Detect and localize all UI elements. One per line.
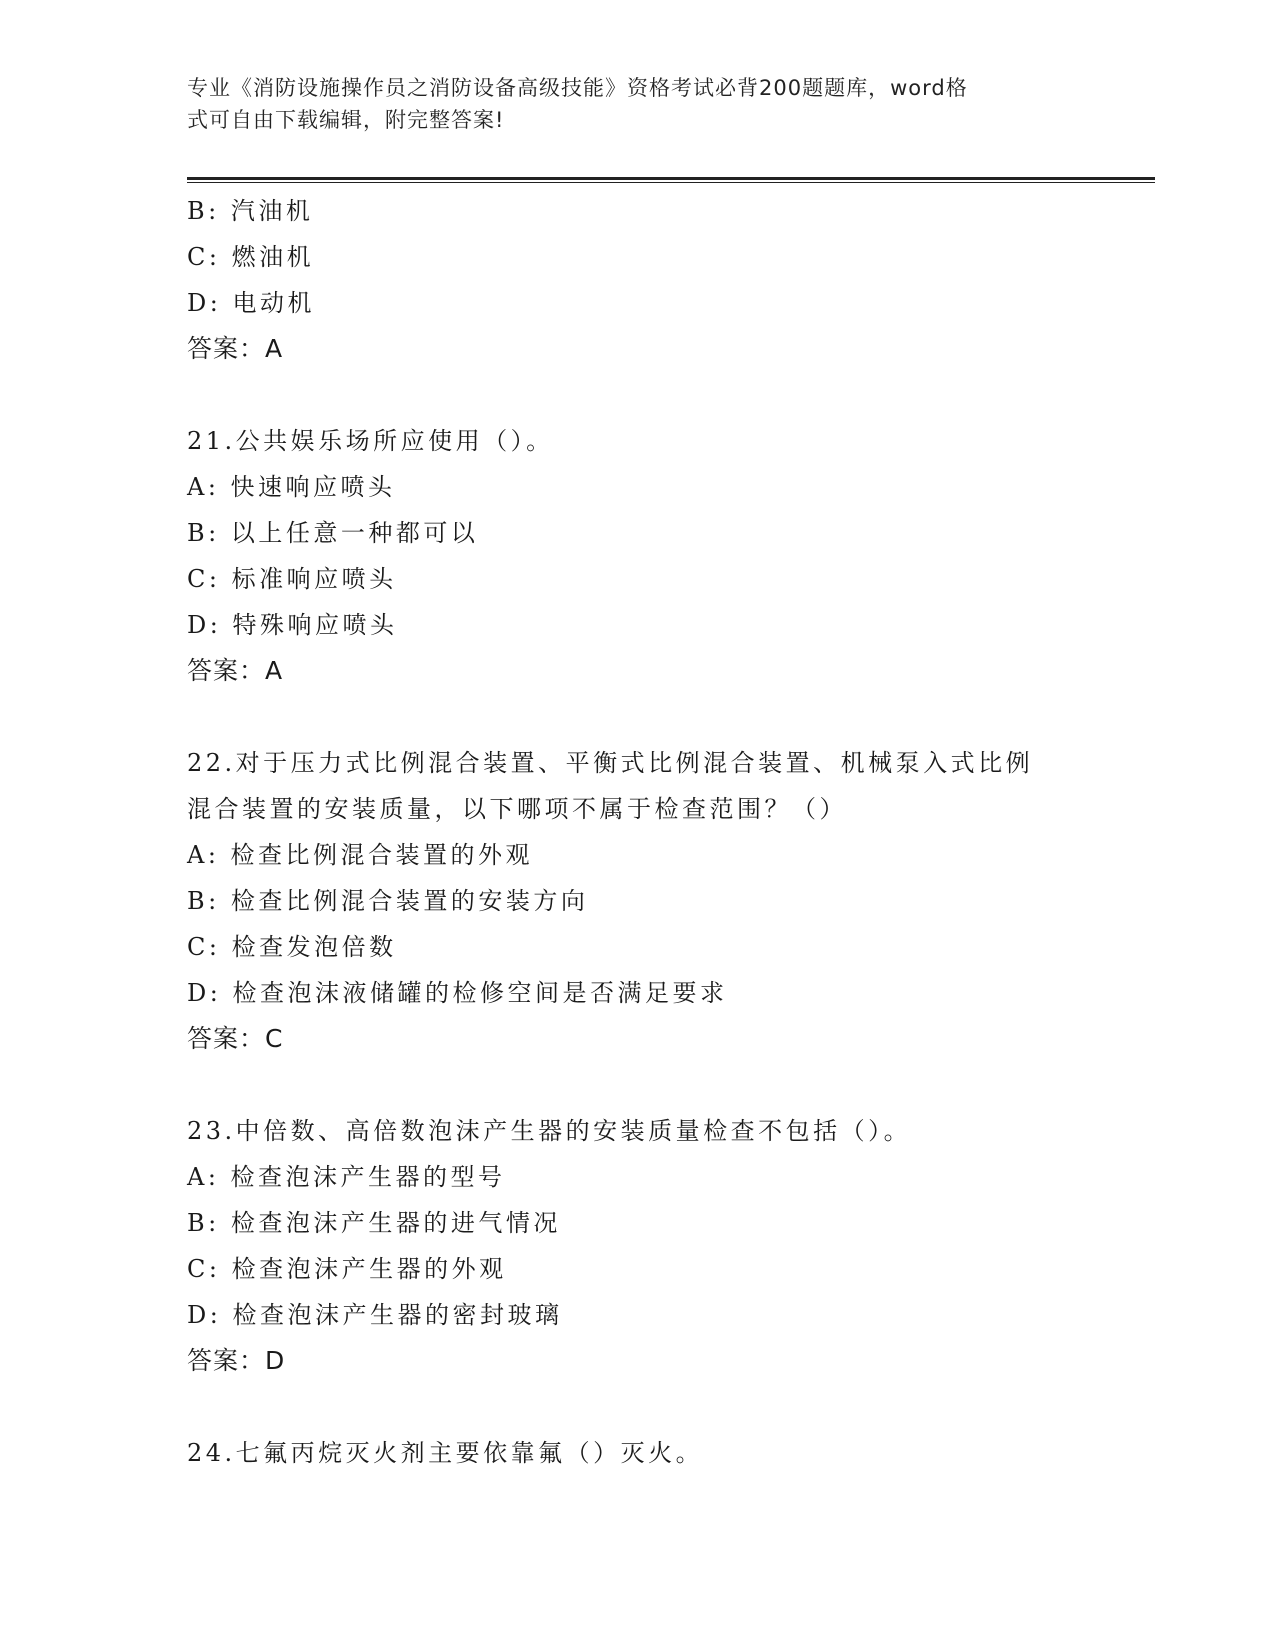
option-c: C: 检查发泡倍数 <box>187 933 397 961</box>
question-23 <box>187 1108 1087 1384</box>
option-c: C: 检查泡沫产生器的外观 <box>187 1255 507 1283</box>
spacer <box>187 1384 1087 1430</box>
answer-line: 答案：A <box>187 334 284 363</box>
question-20-tail <box>187 188 1087 372</box>
answer-line: 答案：A <box>187 656 284 685</box>
option-c: C: 燃油机 <box>187 243 315 271</box>
question-text: 23.中倍数、高倍数泡沫产生器的安装质量检查不包括（）。 <box>187 1117 912 1145</box>
question-list <box>187 188 1087 1476</box>
question-text-line-2: 混合装置的安装质量，以下哪项不属于检查范围？（） <box>187 795 847 823</box>
question-text-line-1: 22.对于压力式比例混合装置、平衡式比例混合装置、机械泵入式比例 <box>187 749 1034 777</box>
question-22 <box>187 740 1087 1062</box>
option-b: B: 汽油机 <box>187 197 314 225</box>
option-d: D: 检查泡沫液储罐的检修空间是否满足要求 <box>187 979 728 1007</box>
option-d: D: 电动机 <box>187 289 315 317</box>
option-b: B: 以上任意一种都可以 <box>187 519 479 547</box>
option-d: D: 检查泡沫产生器的密封玻璃 <box>187 1301 563 1329</box>
header-divider-thick <box>187 177 1155 180</box>
header-line-2: 式可自由下载编辑，附完整答案! <box>187 108 505 132</box>
spacer <box>187 1062 1087 1108</box>
spacer <box>187 372 1087 418</box>
option-c: C: 标准响应喷头 <box>187 565 397 593</box>
spacer <box>187 694 1087 740</box>
document-header <box>187 72 1067 136</box>
question-text: 21.公共娱乐场所应使用（）。 <box>187 427 554 455</box>
question-24 <box>187 1430 1087 1476</box>
option-a: A: 检查泡沫产生器的型号 <box>187 1163 506 1191</box>
answer-line: 答案：D <box>187 1346 286 1375</box>
question-text: 24.七氟丙烷灭火剂主要依靠氟（）灭火。 <box>187 1439 704 1467</box>
option-b: B: 检查比例混合装置的安装方向 <box>187 887 589 915</box>
question-21 <box>187 418 1087 694</box>
header-line-1: 专业《消防设施操作员之消防设备高级技能》资格考试必背200题题库，word格 <box>187 76 968 100</box>
option-a: A: 快速响应喷头 <box>187 473 396 501</box>
header-divider-thin <box>187 182 1155 183</box>
answer-line: 答案：C <box>187 1024 284 1053</box>
option-b: B: 检查泡沫产生器的进气情况 <box>187 1209 561 1237</box>
option-d: D: 特殊响应喷头 <box>187 611 398 639</box>
option-a: A: 检查比例混合装置的外观 <box>187 841 534 869</box>
